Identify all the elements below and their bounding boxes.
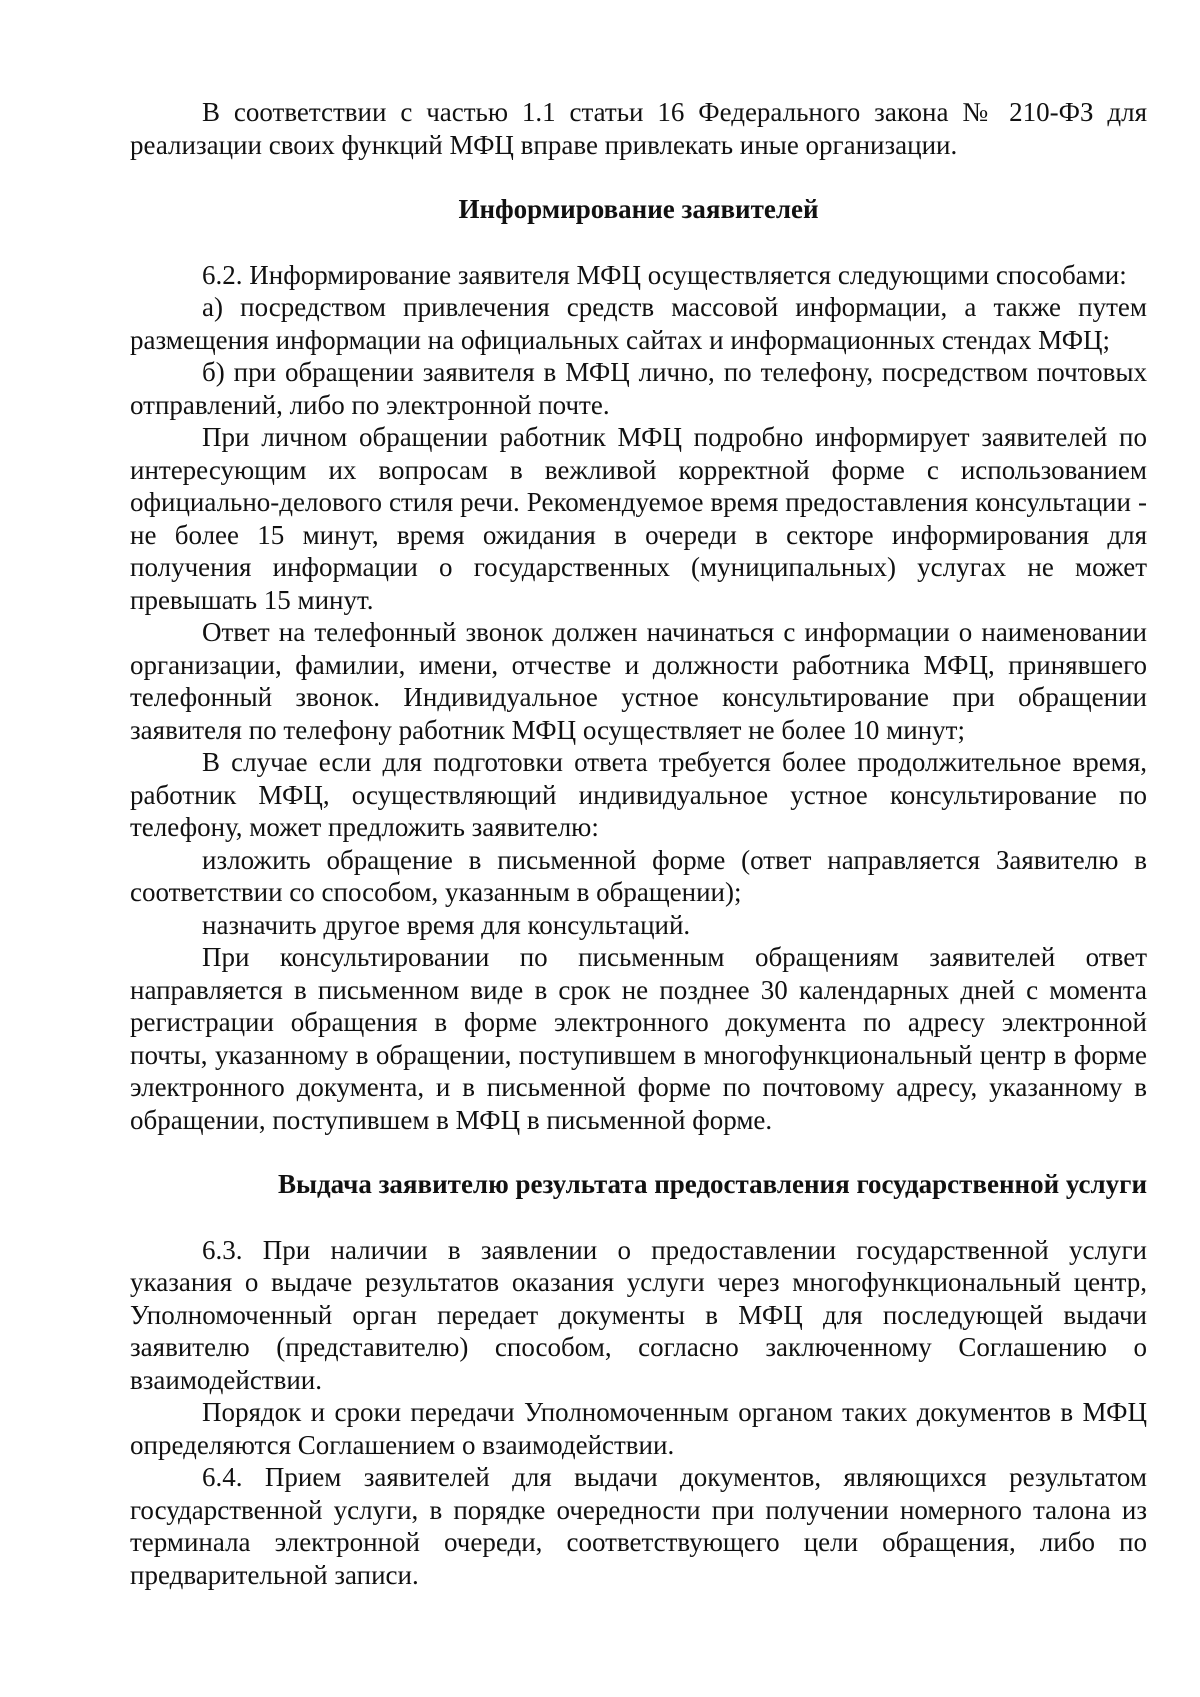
document-body: [130, 96, 1147, 1591]
paragraph-6-4: 6.4. Прием заявителей для выдачи документов, являющихся результатом государственной услуги, в порядке очередности при получении номерного талона из терминала электронной очереди, соответствующего цели обращения, либо по предварительной записи.: [130, 1462, 1147, 1590]
paragraph-longer-time: В случае если для подготовки ответа требуется более продолжительное время, работник МФЦ, осуществляющий индивидуальное устное консультирование по телефону, может предложить заявителю:: [130, 747, 1147, 842]
section-heading-result-issuance: Выдача заявителю результата предоставления государственной услуги: [277, 1169, 1147, 1199]
paragraph-personal-visit: При личном обращении работник МФЦ подробно информирует заявителей по интересующим их вопросам в вежливой корректной форме с использованием официально-делового стиля речи. Рекомендуемое время предоставления консультации - не более 15 минут, время ожидания в очереди в секторе информирования для получения информации о государственных (муниципальных) услугах не может превышать 15 минут.: [130, 422, 1147, 615]
paragraph-other-time: назначить другое время для консультаций.: [202, 909, 691, 940]
paragraph-item-b: б) при обращении заявителя в МФЦ лично, по телефону, посредством почтовых отправлений, либо по электронной почте.: [130, 357, 1147, 420]
paragraph-written-request: изложить обращение в письменной форме (ответ направляется Заявителю в соответствии со способом, указанным в обращении);: [130, 844, 1147, 907]
paragraph-6-3: 6.3. При наличии в заявлении о предоставлении государственной услуги указания о выдаче результатов оказания услуги через многофункциональный центр, Уполномоченный орган передает документы в МФЦ для последующей выдачи заявителю (представителю) способом, согласно заключенному Соглашению о взаимодействии.: [130, 1234, 1147, 1395]
intro-paragraph: В соответствии с частью 1.1 статьи 16 Федерального закона № 210-ФЗ для реализации своих функций МФЦ вправе привлекать иные организации.: [130, 97, 1147, 160]
paragraph-transfer-order: Порядок и сроки передачи Уполномоченным органом таких документов в МФЦ определяются Соглашением о взаимодействии.: [130, 1397, 1147, 1460]
section-heading-informing: Информирование заявителей: [458, 194, 819, 224]
paragraph-phone-call: Ответ на телефонный звонок должен начинаться с информации о наименовании организации, фамилии, имени, отчестве и должности работника МФЦ, принявшего телефонный звонок. Индивидуальное устное консультирование при обращении заявителя по телефону работник МФЦ осуществляет не более 10 минут;: [130, 617, 1147, 745]
paragraph-item-a: а) посредством привлечения средств массовой информации, а также путем размещения информации на официальных сайтах и информационных стендах МФЦ;: [130, 292, 1147, 355]
paragraph-6-2: 6.2. Информирование заявителя МФЦ осуществляется следующими способами:: [202, 259, 1127, 290]
paragraph-written-consultation: При консультировании по письменным обращениям заявителей ответ направляется в письменном виде в срок не позднее 30 календарных дней с момента регистрации обращения в форме электронного документа по адресу электронной почты, указанному в обращении, поступившем в многофункциональный центр в форме электронного документа, и в письменной форме по почтовому адресу, указанному в обращении, поступившем в МФЦ в письменной форме.: [130, 942, 1147, 1135]
